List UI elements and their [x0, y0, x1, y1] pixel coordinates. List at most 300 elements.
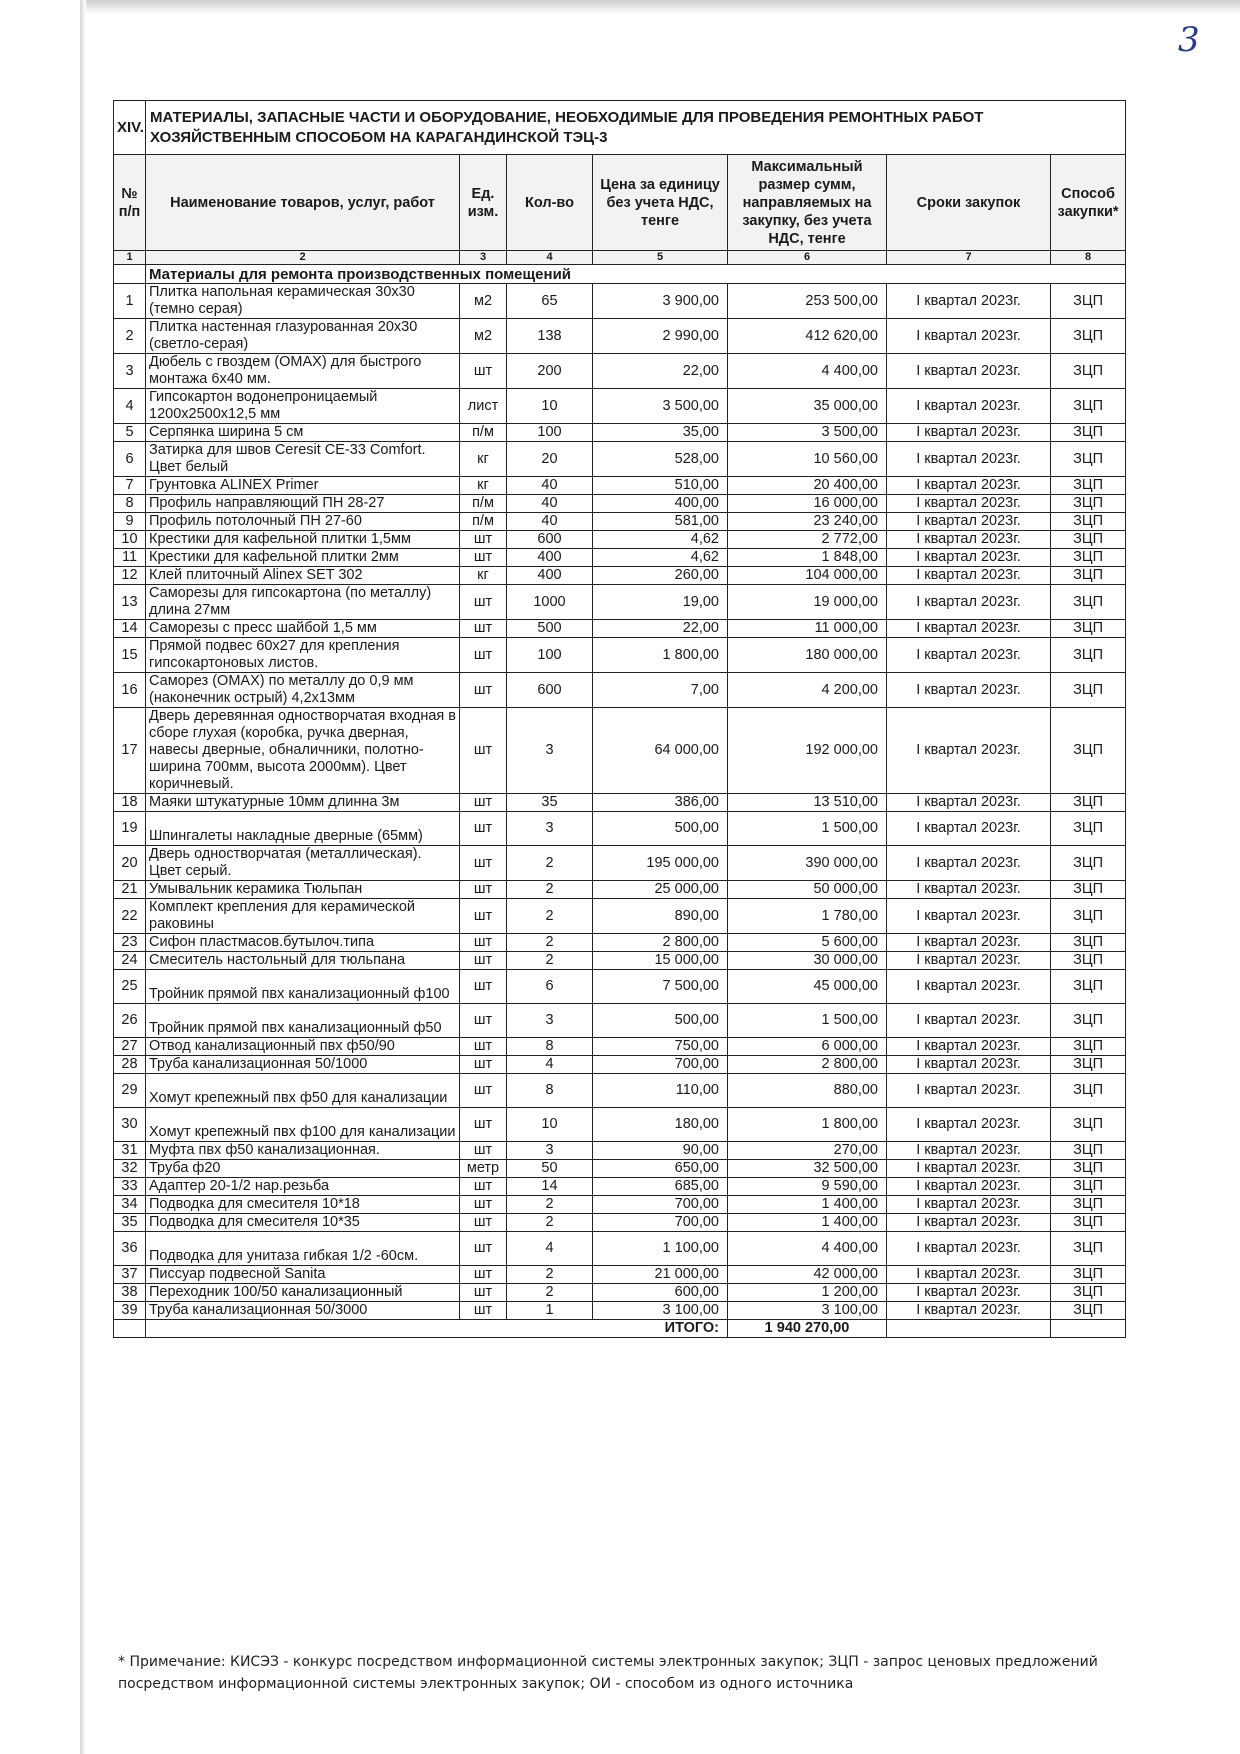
item-price: 3 100,00 [593, 1302, 728, 1320]
item-sum: 3 500,00 [728, 424, 887, 442]
item-method: ЗЦП [1051, 638, 1126, 673]
total-value: 1 940 270,00 [728, 1320, 887, 1338]
item-sum: 5 600,00 [728, 934, 887, 952]
item-name: Плитка настенная глазурованная 20х30 (светло-серая) [146, 319, 460, 354]
item-price: 386,00 [593, 794, 728, 812]
item-unit: шт [460, 1196, 507, 1214]
item-name: Плитка напольная керамическая 30х30 (темно серая) [146, 284, 460, 319]
item-unit: шт [460, 1108, 507, 1142]
item-price: 35,00 [593, 424, 728, 442]
item-price: 260,00 [593, 567, 728, 585]
item-qty: 40 [507, 513, 593, 531]
item-term: I квартал 2023г. [887, 549, 1051, 567]
item-number: 10 [114, 531, 146, 549]
item-term: I квартал 2023г. [887, 513, 1051, 531]
item-number: 29 [114, 1074, 146, 1108]
item-number: 38 [114, 1284, 146, 1302]
item-sum: 42 000,00 [728, 1266, 887, 1284]
item-qty: 100 [507, 638, 593, 673]
item-name: Отвод канализационный пвх ф50/90 [146, 1038, 460, 1056]
item-sum: 6 000,00 [728, 1038, 887, 1056]
item-qty: 2 [507, 934, 593, 952]
item-name: Хомут крепежный пвх ф100 для канализации [146, 1108, 460, 1142]
item-sum: 1 400,00 [728, 1196, 887, 1214]
item-term: I квартал 2023г. [887, 1178, 1051, 1196]
item-method: ЗЦП [1051, 585, 1126, 620]
item-price: 22,00 [593, 354, 728, 389]
item-number: 25 [114, 970, 146, 1004]
item-price: 4,62 [593, 549, 728, 567]
item-sum: 1 800,00 [728, 1108, 887, 1142]
table-row [114, 1160, 1126, 1178]
item-method: ЗЦП [1051, 1196, 1126, 1214]
item-method: ЗЦП [1051, 1108, 1126, 1142]
item-qty: 1 [507, 1302, 593, 1320]
item-qty: 3 [507, 1142, 593, 1160]
item-number: 3 [114, 354, 146, 389]
item-qty: 2 [507, 846, 593, 881]
item-qty: 35 [507, 794, 593, 812]
item-unit: шт [460, 1004, 507, 1038]
item-sum: 45 000,00 [728, 970, 887, 1004]
item-term: I квартал 2023г. [887, 1214, 1051, 1232]
item-number: 1 [114, 284, 146, 319]
total-empty-cell [887, 1320, 1051, 1338]
table-row [114, 952, 1126, 970]
table-row [114, 794, 1126, 812]
item-sum: 16 000,00 [728, 495, 887, 513]
section-header-row [114, 101, 1126, 155]
item-method: ЗЦП [1051, 846, 1126, 881]
item-term: I квартал 2023г. [887, 1142, 1051, 1160]
table-row [114, 424, 1126, 442]
item-sum: 13 510,00 [728, 794, 887, 812]
item-unit: шт [460, 549, 507, 567]
item-method: ЗЦП [1051, 389, 1126, 424]
table-row [114, 708, 1126, 794]
item-unit: шт [460, 1232, 507, 1266]
item-sum: 1 400,00 [728, 1214, 887, 1232]
item-name: Маяки штукатурные 10мм длинна 3м [146, 794, 460, 812]
item-method: ЗЦП [1051, 1004, 1126, 1038]
item-term: I квартал 2023г. [887, 638, 1051, 673]
item-term: I квартал 2023г. [887, 1302, 1051, 1320]
item-number: 37 [114, 1266, 146, 1284]
item-price: 700,00 [593, 1196, 728, 1214]
item-unit: м2 [460, 319, 507, 354]
item-number: 14 [114, 620, 146, 638]
item-price: 500,00 [593, 1004, 728, 1038]
column-header-row [114, 155, 1126, 251]
table-row [114, 934, 1126, 952]
column-index: 5 [593, 251, 728, 265]
item-qty: 40 [507, 477, 593, 495]
item-sum: 253 500,00 [728, 284, 887, 319]
table-row [114, 673, 1126, 708]
item-term: I квартал 2023г. [887, 881, 1051, 899]
item-number: 33 [114, 1178, 146, 1196]
table-row [114, 531, 1126, 549]
item-name: Комплект крепления для керамической раковины [146, 899, 460, 934]
item-name: Саморезы с пресс шайбой 1,5 мм [146, 620, 460, 638]
item-term: I квартал 2023г. [887, 319, 1051, 354]
item-number: 32 [114, 1160, 146, 1178]
item-sum: 180 000,00 [728, 638, 887, 673]
item-number: 31 [114, 1142, 146, 1160]
item-sum: 4 400,00 [728, 1232, 887, 1266]
item-name: Труба канализационная 50/3000 [146, 1302, 460, 1320]
section-number: XIV. [114, 101, 146, 155]
col-header-unit: Ед. изм. [460, 155, 507, 251]
item-number: 20 [114, 846, 146, 881]
item-method: ЗЦП [1051, 1266, 1126, 1284]
item-unit: шт [460, 794, 507, 812]
item-term: I квартал 2023г. [887, 673, 1051, 708]
item-number: 28 [114, 1056, 146, 1074]
column-index: 6 [728, 251, 887, 265]
procurement-sheet [113, 100, 1125, 1338]
item-name: Грунтовка ALINEX Primer [146, 477, 460, 495]
item-method: ЗЦП [1051, 899, 1126, 934]
item-term: I квартал 2023г. [887, 477, 1051, 495]
item-method: ЗЦП [1051, 319, 1126, 354]
item-price: 1 100,00 [593, 1232, 728, 1266]
item-method: ЗЦП [1051, 513, 1126, 531]
item-name: Шпингалеты накладные дверные (65мм) [146, 812, 460, 846]
item-term: I квартал 2023г. [887, 970, 1051, 1004]
item-term: I квартал 2023г. [887, 899, 1051, 934]
item-price: 581,00 [593, 513, 728, 531]
item-term: I квартал 2023г. [887, 620, 1051, 638]
item-method: ЗЦП [1051, 1038, 1126, 1056]
item-term: I квартал 2023г. [887, 846, 1051, 881]
item-price: 64 000,00 [593, 708, 728, 794]
table-row [114, 812, 1126, 846]
table-row [114, 1074, 1126, 1108]
item-qty: 3 [507, 812, 593, 846]
col-header-price: Цена за единицу без учета НДС, тенге [593, 155, 728, 251]
item-unit: лист [460, 389, 507, 424]
item-name: Тройник прямой пвх канализационный ф50 [146, 1004, 460, 1038]
item-unit: шт [460, 1056, 507, 1074]
item-term: I квартал 2023г. [887, 585, 1051, 620]
item-name: Дверь одностворчатая (металлическая). Цвет серый. [146, 846, 460, 881]
item-sum: 192 000,00 [728, 708, 887, 794]
table-row [114, 513, 1126, 531]
item-qty: 8 [507, 1074, 593, 1108]
item-qty: 4 [507, 1232, 593, 1266]
item-sum: 32 500,00 [728, 1160, 887, 1178]
item-price: 500,00 [593, 812, 728, 846]
item-sum: 10 560,00 [728, 442, 887, 477]
item-qty: 400 [507, 549, 593, 567]
item-unit: шт [460, 531, 507, 549]
item-name: Серпянка ширина 5 см [146, 424, 460, 442]
item-number: 17 [114, 708, 146, 794]
col-header-term: Сроки закупок [887, 155, 1051, 251]
item-term: I квартал 2023г. [887, 424, 1051, 442]
item-unit: шт [460, 970, 507, 1004]
col-header-qty: Кол-во [507, 155, 593, 251]
item-price: 700,00 [593, 1214, 728, 1232]
scan-edge-left [80, 0, 86, 1754]
item-sum: 50 000,00 [728, 881, 887, 899]
item-method: ЗЦП [1051, 952, 1126, 970]
item-name: Переходник 100/50 канализационный [146, 1284, 460, 1302]
handwritten-page-number: 3 [1178, 20, 1200, 60]
item-name: Дверь деревянная одностворчатая входная в сборе глухая (коробка, ручка дверная, навесы дверные, обналичники, полотно- ширина 700мм, высота 2000мм). Цвет коричневый. [146, 708, 460, 794]
item-number: 12 [114, 567, 146, 585]
item-price: 400,00 [593, 495, 728, 513]
item-method: ЗЦП [1051, 495, 1126, 513]
item-unit: шт [460, 1178, 507, 1196]
item-number: 2 [114, 319, 146, 354]
item-unit: шт [460, 1302, 507, 1320]
item-unit: кг [460, 442, 507, 477]
item-name: Труба канализационная 50/1000 [146, 1056, 460, 1074]
item-sum: 2 800,00 [728, 1056, 887, 1074]
item-number: 8 [114, 495, 146, 513]
item-term: I квартал 2023г. [887, 354, 1051, 389]
table-row [114, 970, 1126, 1004]
item-qty: 3 [507, 708, 593, 794]
item-name: Гипсокартон водонепроницаемый 1200х2500х12,5 мм [146, 389, 460, 424]
item-method: ЗЦП [1051, 567, 1126, 585]
footnote: * Примечание: КИСЭЗ - конкурс посредством информационной системы электронных закупок; ЗЦП - запрос ценовых предложений посредством информационной системы электронных закупок; ОИ - способом из одного источника [118, 1654, 1098, 1692]
item-number: 11 [114, 549, 146, 567]
item-method: ЗЦП [1051, 1056, 1126, 1074]
item-qty: 20 [507, 442, 593, 477]
table-row [114, 477, 1126, 495]
item-method: ЗЦП [1051, 1160, 1126, 1178]
item-method: ЗЦП [1051, 531, 1126, 549]
table-row [114, 1038, 1126, 1056]
item-number: 30 [114, 1108, 146, 1142]
item-number: 23 [114, 934, 146, 952]
item-price: 7,00 [593, 673, 728, 708]
item-price: 750,00 [593, 1038, 728, 1056]
item-sum: 1 848,00 [728, 549, 887, 567]
item-sum: 880,00 [728, 1074, 887, 1108]
item-term: I квартал 2023г. [887, 531, 1051, 549]
table-row [114, 1142, 1126, 1160]
item-qty: 400 [507, 567, 593, 585]
table-row [114, 1284, 1126, 1302]
procurement-table [113, 100, 1126, 1338]
item-number: 16 [114, 673, 146, 708]
item-unit: шт [460, 899, 507, 934]
item-number: 34 [114, 1196, 146, 1214]
item-unit: шт [460, 620, 507, 638]
table-row [114, 495, 1126, 513]
item-number: 36 [114, 1232, 146, 1266]
item-name: Клей плиточный Alinex SET 302 [146, 567, 460, 585]
item-term: I квартал 2023г. [887, 284, 1051, 319]
item-price: 510,00 [593, 477, 728, 495]
item-sum: 1 500,00 [728, 1004, 887, 1038]
item-name: Писсуар подвесной Sanita [146, 1266, 460, 1284]
item-term: I квартал 2023г. [887, 1038, 1051, 1056]
col-header-sum: Максимальный размер сумм, направляемых на закупку, без учета НДС, тенге [728, 155, 887, 251]
table-row [114, 1004, 1126, 1038]
item-qty: 10 [507, 389, 593, 424]
item-method: ЗЦП [1051, 934, 1126, 952]
item-method: ЗЦП [1051, 1178, 1126, 1196]
item-price: 4,62 [593, 531, 728, 549]
col-header-name: Наименование товаров, услуг, работ [146, 155, 460, 251]
item-number: 15 [114, 638, 146, 673]
item-qty: 2 [507, 1284, 593, 1302]
item-sum: 390 000,00 [728, 846, 887, 881]
item-name: Подводка для унитаза гибкая 1/2 -60см. [146, 1232, 460, 1266]
item-qty: 600 [507, 531, 593, 549]
column-index: 7 [887, 251, 1051, 265]
item-qty: 50 [507, 1160, 593, 1178]
column-index-row [114, 251, 1126, 265]
item-name: Крестики для кафельной плитки 1,5мм [146, 531, 460, 549]
item-sum: 2 772,00 [728, 531, 887, 549]
item-term: I квартал 2023г. [887, 812, 1051, 846]
item-method: ЗЦП [1051, 1302, 1126, 1320]
table-row [114, 1196, 1126, 1214]
group-header-row [114, 265, 1126, 284]
item-name: Подводка для смесителя 10*18 [146, 1196, 460, 1214]
item-number: 26 [114, 1004, 146, 1038]
item-method: ЗЦП [1051, 549, 1126, 567]
item-method: ЗЦП [1051, 812, 1126, 846]
table-row [114, 881, 1126, 899]
item-qty: 2 [507, 881, 593, 899]
item-price: 2 800,00 [593, 934, 728, 952]
item-price: 21 000,00 [593, 1266, 728, 1284]
item-price: 25 000,00 [593, 881, 728, 899]
item-number: 13 [114, 585, 146, 620]
total-empty-cell [114, 1320, 146, 1338]
col-header-number: № п/п [114, 155, 146, 251]
table-row [114, 319, 1126, 354]
item-unit: шт [460, 1142, 507, 1160]
item-name: Дюбель с гвоздем (OMAX) для быстрого монтажа 6х40 мм. [146, 354, 460, 389]
item-name: Саморезы для гипсокартона (по металлу) длина 27мм [146, 585, 460, 620]
group-empty-cell [114, 265, 146, 284]
item-qty: 500 [507, 620, 593, 638]
item-method: ЗЦП [1051, 620, 1126, 638]
item-qty: 100 [507, 424, 593, 442]
item-method: ЗЦП [1051, 1232, 1126, 1266]
item-qty: 8 [507, 1038, 593, 1056]
column-index: 4 [507, 251, 593, 265]
item-qty: 14 [507, 1178, 593, 1196]
item-term: I квартал 2023г. [887, 389, 1051, 424]
item-sum: 23 240,00 [728, 513, 887, 531]
item-price: 685,00 [593, 1178, 728, 1196]
total-empty-cell [1051, 1320, 1126, 1338]
item-price: 3 900,00 [593, 284, 728, 319]
item-method: ЗЦП [1051, 424, 1126, 442]
item-unit: п/м [460, 424, 507, 442]
item-term: I квартал 2023г. [887, 567, 1051, 585]
item-name: Профиль направляющий ПН 28-27 [146, 495, 460, 513]
item-qty: 6 [507, 970, 593, 1004]
table-row [114, 1302, 1126, 1320]
item-method: ЗЦП [1051, 477, 1126, 495]
item-method: ЗЦП [1051, 442, 1126, 477]
item-number: 21 [114, 881, 146, 899]
item-number: 4 [114, 389, 146, 424]
item-price: 15 000,00 [593, 952, 728, 970]
item-term: I квартал 2023г. [887, 1232, 1051, 1266]
item-name: Тройник прямой пвх канализационный ф100 [146, 970, 460, 1004]
item-sum: 412 620,00 [728, 319, 887, 354]
item-price: 3 500,00 [593, 389, 728, 424]
item-price: 890,00 [593, 899, 728, 934]
item-number: 18 [114, 794, 146, 812]
table-row [114, 1108, 1126, 1142]
item-method: ЗЦП [1051, 970, 1126, 1004]
item-term: I квартал 2023г. [887, 1160, 1051, 1178]
item-qty: 138 [507, 319, 593, 354]
total-row [114, 1320, 1126, 1338]
item-number: 7 [114, 477, 146, 495]
item-unit: шт [460, 1284, 507, 1302]
item-price: 195 000,00 [593, 846, 728, 881]
table-row [114, 585, 1126, 620]
item-sum: 11 000,00 [728, 620, 887, 638]
item-name: Адаптер 20-1/2 нар.резьба [146, 1178, 460, 1196]
item-sum: 1 780,00 [728, 899, 887, 934]
item-unit: кг [460, 477, 507, 495]
item-number: 39 [114, 1302, 146, 1320]
item-price: 2 990,00 [593, 319, 728, 354]
item-term: I квартал 2023г. [887, 495, 1051, 513]
item-term: I квартал 2023г. [887, 1108, 1051, 1142]
item-sum: 35 000,00 [728, 389, 887, 424]
item-sum: 4 400,00 [728, 354, 887, 389]
item-name: Муфта пвх ф50 канализационная. [146, 1142, 460, 1160]
item-unit: шт [460, 1266, 507, 1284]
table-row [114, 1232, 1126, 1266]
item-number: 9 [114, 513, 146, 531]
item-name: Подводка для смесителя 10*35 [146, 1214, 460, 1232]
item-unit: шт [460, 354, 507, 389]
item-unit: метр [460, 1160, 507, 1178]
item-method: ЗЦП [1051, 1142, 1126, 1160]
item-unit: м2 [460, 284, 507, 319]
item-unit: п/м [460, 513, 507, 531]
item-price: 528,00 [593, 442, 728, 477]
item-unit: шт [460, 934, 507, 952]
item-price: 180,00 [593, 1108, 728, 1142]
item-price: 90,00 [593, 1142, 728, 1160]
item-qty: 2 [507, 952, 593, 970]
item-method: ЗЦП [1051, 794, 1126, 812]
item-number: 6 [114, 442, 146, 477]
item-price: 1 800,00 [593, 638, 728, 673]
item-qty: 600 [507, 673, 593, 708]
item-number: 35 [114, 1214, 146, 1232]
item-unit: шт [460, 585, 507, 620]
item-method: ЗЦП [1051, 673, 1126, 708]
item-sum: 1 500,00 [728, 812, 887, 846]
item-sum: 20 400,00 [728, 477, 887, 495]
item-qty: 1000 [507, 585, 593, 620]
table-row [114, 354, 1126, 389]
item-method: ЗЦП [1051, 881, 1126, 899]
item-term: I квартал 2023г. [887, 934, 1051, 952]
column-index: 8 [1051, 251, 1126, 265]
item-price: 22,00 [593, 620, 728, 638]
item-method: ЗЦП [1051, 1214, 1126, 1232]
